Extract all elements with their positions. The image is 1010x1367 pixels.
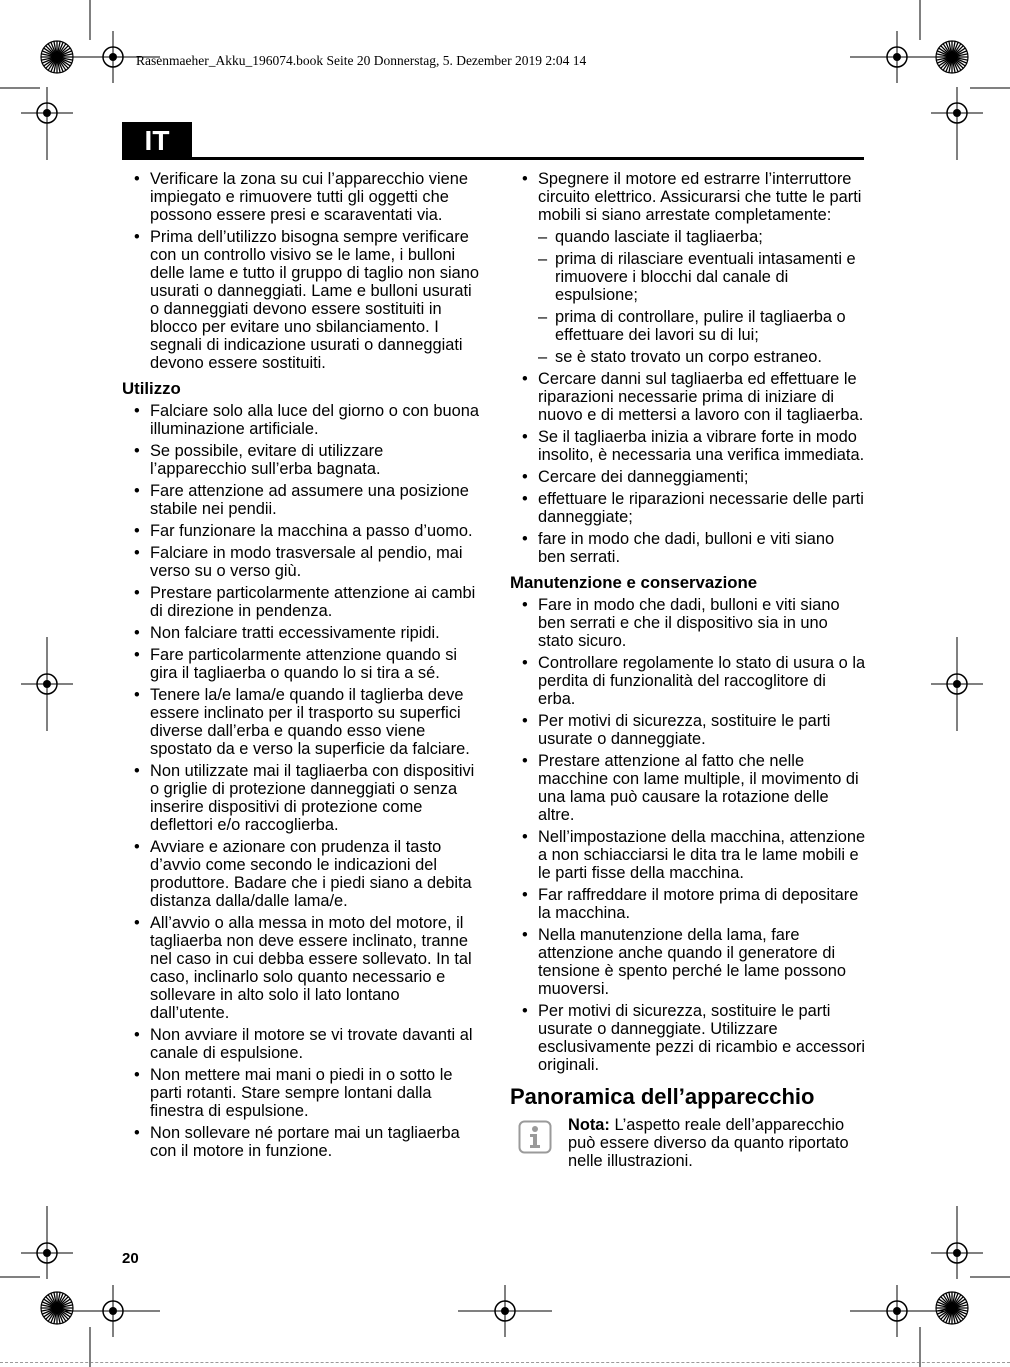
list-item: • Se il tagliaerba inizia a vibrare forte in modo insolito, è necessaria una verifica immediata. — [510, 428, 866, 464]
list-item: • Prestare particolarmente attenzione ai cambi di direzione in pendenza. — [122, 584, 480, 620]
left-column — [122, 170, 480, 1164]
list-item: • Per motivi di sicurezza, sostituire le parti usurate o danneggiate. Utilizzare esclusivamente pezzi di ricambio e accessori originali. — [510, 1002, 866, 1074]
list-item: • Non sollevare né portare mai un tagliaerba con il motore in funzione. — [122, 1124, 480, 1160]
usage-heading: Utilizzo — [122, 379, 181, 398]
list-item: • Falciare solo alla luce del giorno o con buona illuminazione artificiale. — [122, 402, 480, 438]
list-item: • effettuare le riparazioni necessarie delle parti danneggiate; — [510, 490, 866, 526]
starburst-icon — [41, 1292, 73, 1324]
note-box — [510, 1116, 866, 1170]
list-item: • Controllare regolamente lo stato di usura o la perdita di funzionalità del raccoglitore di erba. — [510, 654, 866, 708]
list-item: • Nell’impostazione della macchina, attenzione a non schiacciarsi le dita tra le lame mobili e le parti fisse della macchina. — [510, 828, 866, 882]
starburst-icon — [936, 1292, 968, 1324]
sub-list-item: – quando lasciate il tagliaerba; — [538, 228, 866, 246]
list-item: • Fare particolarmente attenzione quando si gira il tagliaerba o quando lo si tira a sé. — [122, 646, 480, 682]
page-number: 20 — [122, 1250, 139, 1267]
list-item: • All’avvio o alla messa in moto del motore, il tagliaerba non deve essere inclinato, tranne nel caso in cui debba essere sollevato. In tal caso, inclinarlo solo quanto necessario e sollevare in alto solo il lato lontano dall’utente. — [122, 914, 480, 1022]
list-item: • Fare attenzione ad assumere una posizione stabile nei pendii. — [122, 482, 480, 518]
stop-sublist — [538, 228, 866, 366]
list-item: • Fare in modo che dadi, bulloni e viti siano ben serrati e che il dispositivo sia in uno stato sicuro. — [510, 596, 866, 650]
usage-list — [122, 402, 480, 1160]
list-item: • Prima dell’utilizzo bisogna sempre verificare con un controllo visivo se le lame, i bulloni delle lame e tutto il gruppo di taglio non siano usurati o danneggiati. Lame e bulloni usurati o danneggiati devono essere sostituiti in blocco per evitare uno sbilanciamento. I segnali di indicazione usurati o danneggiati devono essere sostituiti. — [122, 228, 480, 372]
print-header: Rasenmaeher_Akku_196074.book Seite 20 Donnerstag, 5. Dezember 2019 2:04 14 — [136, 53, 587, 68]
list-item: • Prestare attenzione al fatto che nelle macchine con lame multiple, il movimento di una lama può causare la rotazione delle altre. — [510, 752, 866, 824]
list-item: • Nella manutenzione della lama, fare attenzione anche quando il generatore di tensione è spento perché le lame possono muoversi. — [510, 926, 866, 998]
stop-item-text: Spegnere il motore ed estrarre l’interruttore circuito elettrico. Assicurarsi che tutte le parti mobili si siano arrestate completamente: — [538, 170, 862, 224]
sub-list-item: – se è stato trovato un corpo estraneo. — [538, 348, 866, 366]
note-label: Nota: — [568, 1116, 610, 1134]
stop-list — [510, 170, 866, 566]
list-item: • Cercare danni sul tagliaerba ed effettuare le riparazioni necessarie prima di iniziare di nuovo e di mettersi a lavoro con il tagliaerba. — [510, 370, 866, 424]
list-item: • Non falciare tratti eccessivamente ripidi. — [122, 624, 480, 642]
sub-list-item: – prima di rilasciare eventuali intasamenti e rimuovere i blocchi dal canale di espulsione; — [538, 250, 866, 304]
list-item: • Non avviare il motore se vi trovate davanti al canale di espulsione. — [122, 1026, 480, 1062]
header-rule — [122, 157, 864, 160]
list-item: • Cercare dei danneggiamenti; — [510, 468, 866, 486]
list-item: • Per motivi di sicurezza, sostituire le parti usurate o danneggiate. — [510, 712, 866, 748]
list-item: • Far raffreddare il motore prima di depositare la macchina. — [510, 886, 866, 922]
sub-list-item: – prima di controllare, pulire il tagliaerba o effettuare dei lavori su di lui; — [538, 308, 866, 344]
list-item: • Verificare la zona su cui l’apparecchio viene impiegato e rimuovere tutti gli oggetti che possono essere presi e scaraventati via. — [122, 170, 480, 224]
list-item: • Tenere la/e lama/e quando il taglierba deve essere inclinato per il trasporto su superfici diverse dall’erba e quando esso viene spostato da e verso la superficie da falciare. — [122, 686, 480, 758]
list-item: • fare in modo che dadi, bulloni e viti siano ben serrati. — [510, 530, 866, 566]
list-item: • Falciare in modo trasversale al pendio, mai verso su o verso giù. — [122, 544, 480, 580]
info-icon — [518, 1120, 552, 1154]
list-item: • Non utilizzate mai il tagliaerba con dispositivi o griglie di protezione danneggiati o senza inserire dispositivi di protezione come deflettori e/o raccoglierba. — [122, 762, 480, 834]
overview-heading: Panoramica dell’apparecchio — [510, 1084, 815, 1109]
list-item: • Se possibile, evitare di utilizzare l’apparecchio sull’erba bagnata. — [122, 442, 480, 478]
list-item: • Non mettere mai mani o piedi in o sotto le parti rotanti. Stare sempre lontani dalla finestra di espulsione. — [122, 1066, 480, 1120]
bottom-trim-line — [0, 1362, 1010, 1363]
list-item — [510, 170, 866, 366]
maintenance-list — [510, 596, 866, 1074]
list-item: • Far funzionare la macchina a passo d’uomo. — [122, 522, 480, 540]
language-tab: IT — [122, 122, 192, 160]
right-column — [510, 170, 866, 1170]
intro-list — [122, 170, 480, 372]
maintenance-heading: Manutenzione e conservazione — [510, 573, 758, 592]
list-item: • Avviare e azionare con prudenza il tasto d’avvio come secondo le indicazioni del produttore. Badare che i piedi siano a debita distanza dalla/dalle lama/e. — [122, 838, 480, 910]
note-text: L’aspetto reale dell’apparecchio può essere diverso da quanto riportato nelle illustrazioni. — [568, 1116, 849, 1170]
